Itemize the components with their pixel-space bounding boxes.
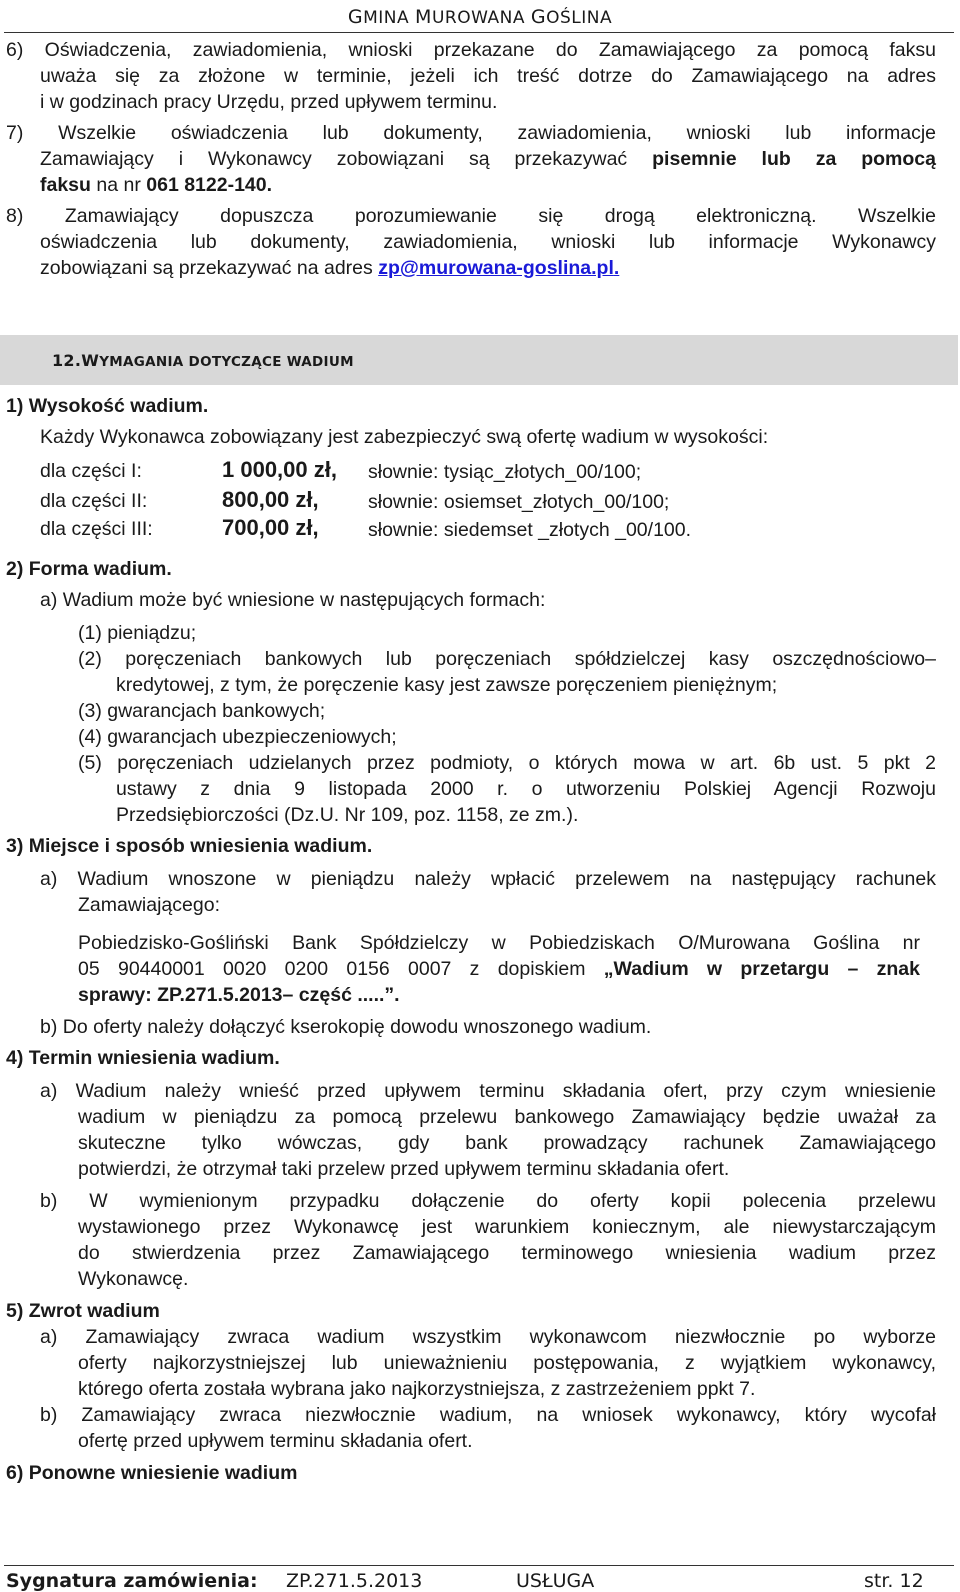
header-divider [4, 32, 954, 33]
footer-signature: ZP.271.5.2013 [286, 1570, 423, 1592]
section-title-initial: W [81, 351, 100, 370]
email-link[interactable]: zp@murowana-goslina.pl [378, 257, 614, 279]
s2-item3: (3) gwarancjach bankowych; [78, 700, 326, 722]
section-number: 12. [52, 351, 82, 370]
p7-bold-faksu: faksu [40, 174, 91, 196]
s2-item1: (1) pieniądzu; [78, 622, 197, 644]
s1-row3-words: słownie: siedemset _złotych _00/100. [368, 519, 692, 541]
s2-item2-line2: kredytowej, z tym, że poręczenie kasy jest zawsze poręczeniem pieniężnym; [116, 674, 778, 696]
s5-a-line1: a) Zamawiający zwraca wadium wszystkim wykonawcom niezwłocznie po wyborze [40, 1326, 936, 1348]
s1-heading: 1) Wysokość wadium. [6, 395, 209, 417]
s3-b: b) Do oferty należy dołączyć kserokopię dowodu wnoszonego wadium. [40, 1016, 652, 1038]
header-urowana: UROWANA [431, 8, 525, 28]
s1-row2-words: słownie: osiemset_złotych_00/100; [368, 491, 670, 513]
s2-item5-line1: (5) poręczeniach udzielanych przez podmioty, o których mowa w art. 6b ust. 5 pkt 2 [78, 752, 936, 774]
p7-bold-pisemnie: pisemnie lub za pomocą [652, 148, 936, 170]
s3-heading: 3) Miejsce i sposób wniesienia wadium. [6, 835, 373, 857]
p7-line2-text: Zamawiający i Wykonawcy zobowiązani są przekazywać [40, 148, 628, 170]
p8-line3-text: zobowiązani są przekazywać na adres [40, 257, 373, 279]
p7-na-nr: na nr [96, 174, 141, 196]
header-oslina: OŚLINA [546, 8, 613, 28]
s4-a-line4: potwierdzi, że otrzymał taki przelew przed upływem terminu składania ofert. [78, 1158, 730, 1180]
section-title-rest: YMAGANIA DOTYCZĄCE WADIUM [99, 354, 354, 370]
p6-line1: 6) Oświadczenia, zawiadomienia, wnioski przekazane do Zamawiającego za pomocą faksu [6, 39, 936, 61]
s4-a-line1: a) Wadium należy wnieść przed upływem terminu składania ofert, przy czym wniesienie [40, 1080, 936, 1102]
s4-b-line3: do stwierdzenia przez Zamawiającego terminowego wniesienia wadium przez [78, 1242, 936, 1264]
footer-label: Sygnatura zamówienia: [6, 1570, 258, 1592]
s2-item4: (4) gwarancjach ubezpieczeniowych; [78, 726, 397, 748]
footer-type: USŁUGA [516, 1570, 595, 1592]
p7-line2 [40, 146, 936, 172]
s3-a-line1: a) Wadium wnoszone w pieniądzu należy wpłacić przelewem na następujący rachunek [40, 868, 936, 890]
header-initial-g2: G [530, 6, 547, 28]
s4-a-line3: skuteczne tylko wówczas, gdy bank prowadzący rachunek Zamawiającego [78, 1132, 936, 1154]
s2-item5-line3: Przedsiębiorczości (Dz.U. Nr 109, poz. 1158, ze zm.). [116, 804, 579, 826]
p7-line1: 7) Wszelkie oświadczenia lub dokumenty, zawiadomienia, wnioski lub informacje [6, 122, 936, 144]
s4-b-line4: Wykonawcę. [78, 1268, 189, 1290]
s1-row2-part: dla części II: [40, 490, 148, 512]
p8-line3 [40, 255, 619, 281]
p8-line1: 8) Zamawiający dopuszcza porozumiewanie się drogą elektroniczną. Wszelkie [6, 205, 936, 227]
s1-row3-amount: 700,00 zł, [222, 515, 319, 540]
page-header [0, 6, 960, 28]
s4-a-line2: wadium w pieniądzu za pomocą przelewu bankowego Zamawiający będzie uważał za [78, 1106, 936, 1128]
s1-row1-words: słownie: tysiąc_złotych_00/100; [368, 461, 642, 483]
s5-b-line2: ofertę przed upływem terminu składania ofert. [78, 1430, 473, 1452]
footer-divider [4, 1565, 954, 1566]
s3-bank-line3: sprawy: ZP.271.5.2013– część .....”. [78, 984, 400, 1006]
s5-heading: 5) Zwrot wadium [6, 1300, 160, 1322]
s1-row2-amount: 800,00 zł, [222, 487, 319, 512]
s5-a-line2: oferty najkorzystniejszej lub unieważnieniu postępowania, z wyjątkiem wykonawcy, [78, 1352, 936, 1374]
p6-line2: uważa się za złożone w terminie, jeżeli ich treść dotrze do Zamawiającego na adres [40, 65, 936, 87]
s2-a: a) Wadium może być wniesione w następujących formach: [40, 589, 546, 611]
p7-line3 [40, 172, 272, 198]
s6-heading: 6) Ponowne wniesienie wadium [6, 1462, 298, 1484]
header-initial-g: G [347, 6, 364, 28]
s3-bank-note-bold: „Wadium w przetargu – znak [603, 958, 920, 980]
s1-row3-part: dla części III: [40, 518, 153, 540]
s2-item5-line2: ustawy z dnia 9 listopada 2000 r. o utworzeniu Polskiej Agencji Rozwoju [116, 778, 936, 800]
s1-intro: Każdy Wykonawca zobowiązany jest zabezpieczyć swą ofertę wadium w wysokości: [40, 426, 769, 448]
s3-account-number: 05 90440001 0020 0200 0156 0007 z dopiskiem [78, 958, 586, 980]
s3-bank-line2 [78, 956, 920, 982]
footer-page-number: str. 12 [864, 1570, 924, 1592]
s5-b-line1: b) Zamawiający zwraca niezwłocznie wadium, na wniosek wykonawcy, który wycofał [40, 1404, 936, 1426]
p6-line3: i w godzinach pracy Urzędu, przed upływem terminu. [40, 91, 498, 113]
s2-item2-line1: (2) poręczeniach bankowych lub poręczeniach spółdzielczej kasy oszczędnościowo– [78, 648, 936, 670]
s4-heading: 4) Termin wniesienia wadium. [6, 1047, 280, 1069]
s3-a-line2: Zamawiającego: [78, 894, 220, 916]
s1-row1-amount: 1 000,00 zł, [222, 457, 337, 482]
section-title [52, 351, 354, 370]
s5-a-line3: którego oferta została wybrana jako najkorzystniejsza, z zastrzeżeniem ppkt 7. [78, 1378, 756, 1400]
s1-row1-part: dla części I: [40, 460, 142, 482]
p8-line2: oświadczenia lub dokumenty, zawiadomienia, wnioski lub informacje Wykonawcy [40, 231, 936, 253]
s4-b-line2: wystawionego przez Wykonawcę jest warunkiem koniecznym, ale niewystarczającym [78, 1216, 936, 1238]
p7-fax-number: 061 8122-140. [146, 174, 273, 196]
header-initial-m: M [415, 6, 432, 28]
s3-bank-line1: Pobiedzisko-Gośliński Bank Spółdzielczy w Pobiedziskach O/Murowana Goślina nr [78, 932, 920, 954]
s2-heading: 2) Forma wadium. [6, 558, 172, 580]
s4-b-line1: b) W wymienionym przypadku dołączenie do oferty kopii polecenia przelewu [40, 1190, 936, 1212]
email-link-dot: . [613, 257, 620, 279]
header-mina: MINA [363, 8, 410, 28]
